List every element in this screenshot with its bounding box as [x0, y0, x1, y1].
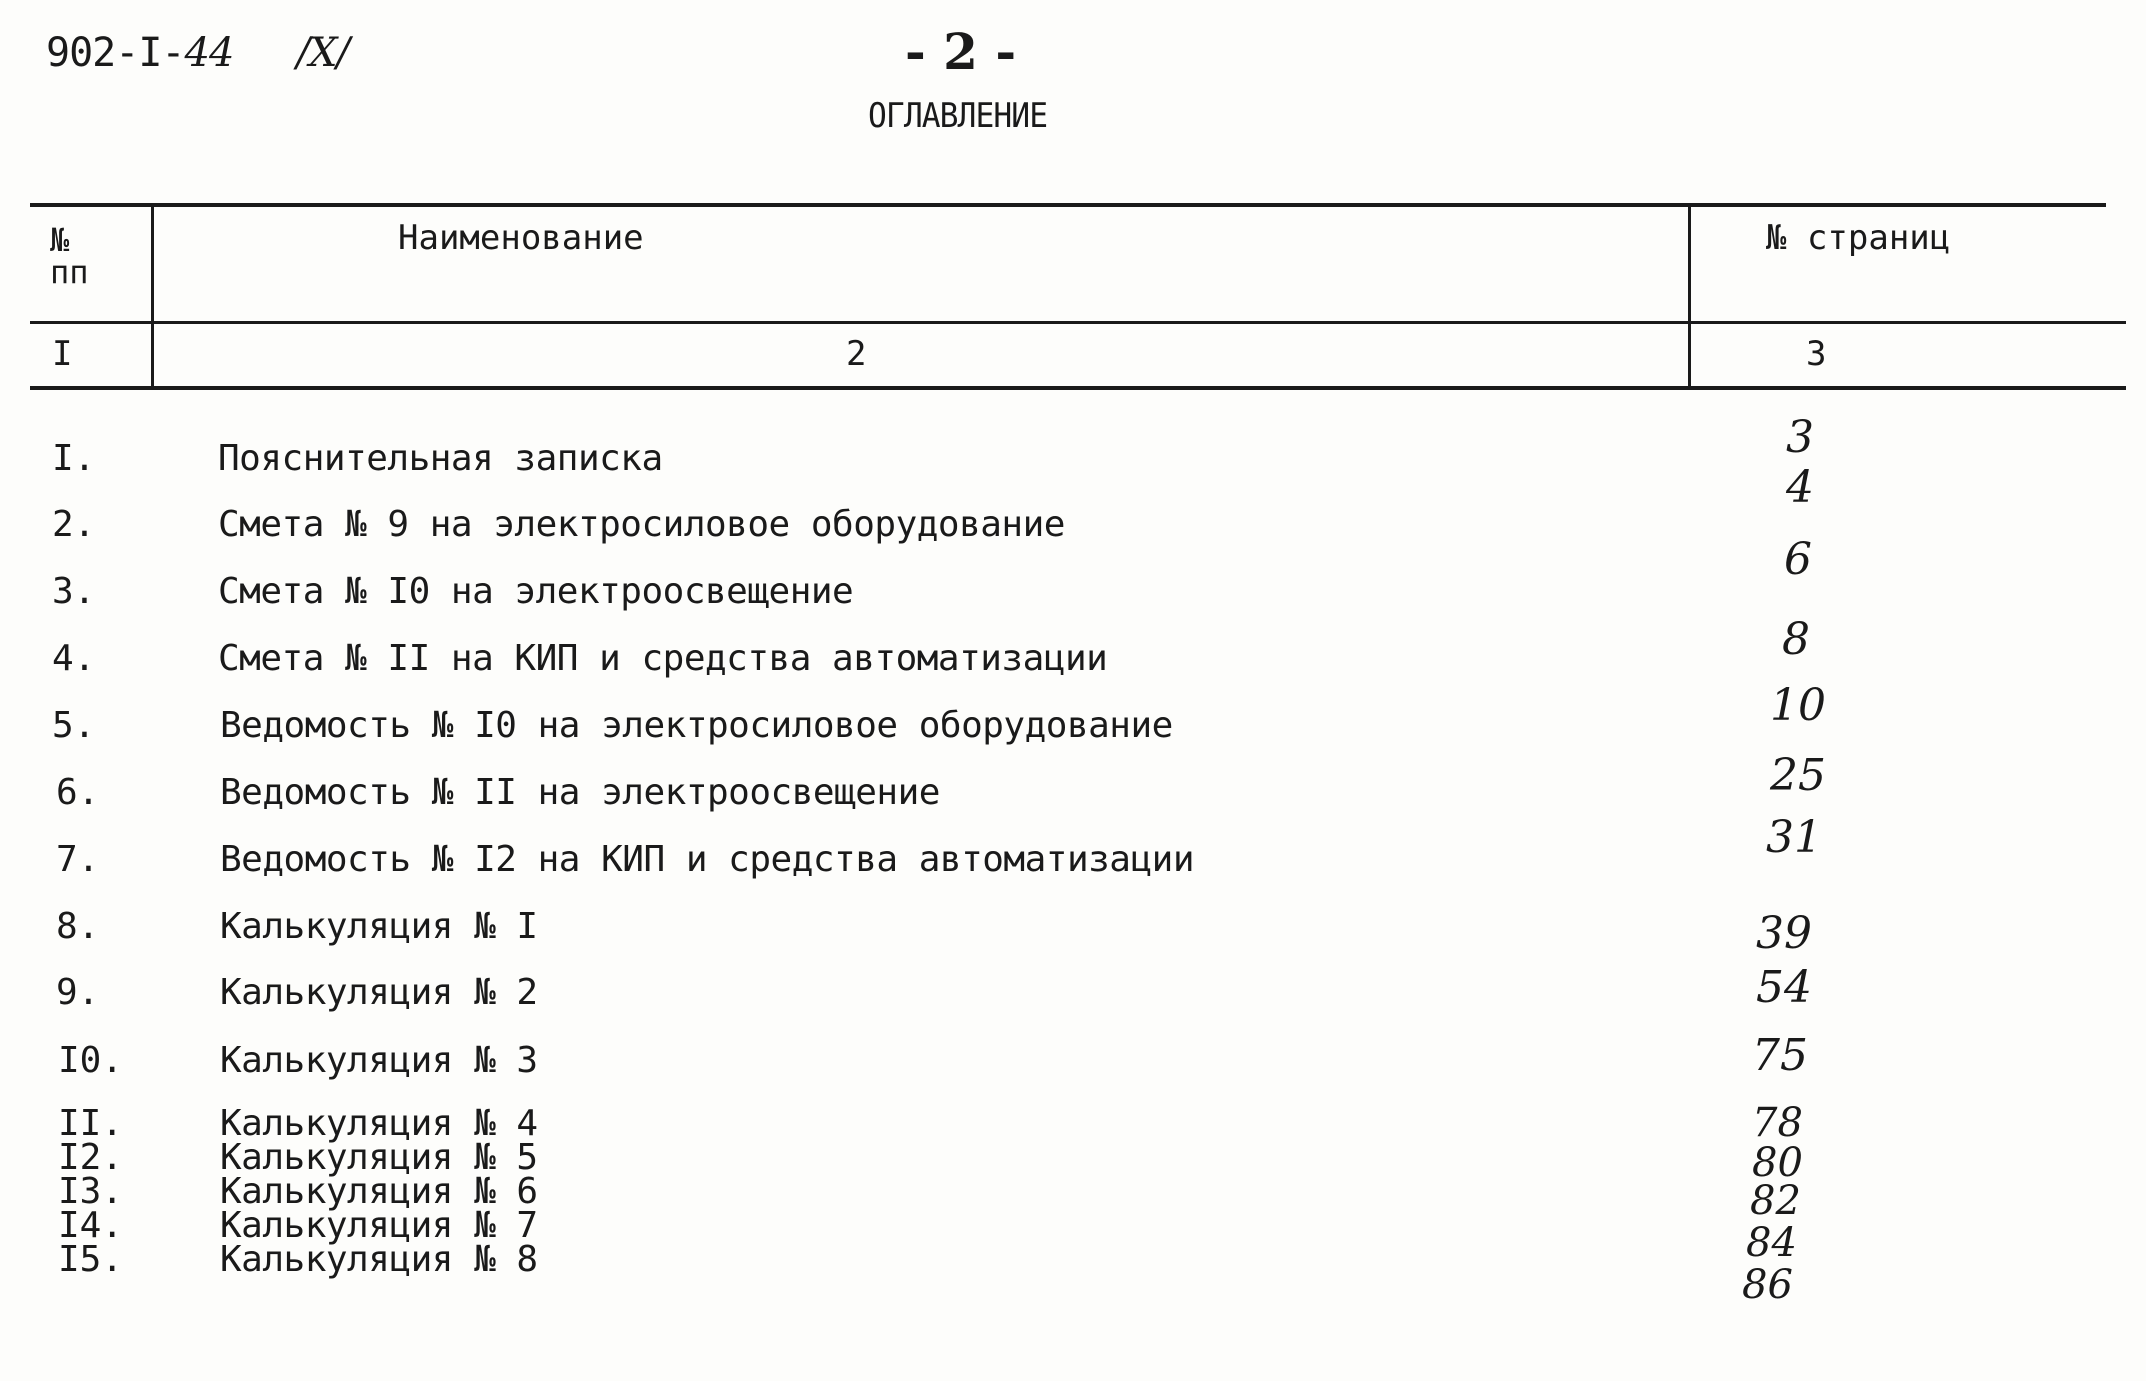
row-title: Калькуляция № 3: [220, 1040, 538, 1081]
row-title: Ведомость № I2 на КИП и средства автоматизации: [220, 839, 1194, 880]
page-number: - 2 -: [905, 22, 1017, 81]
page-title: ОГЛАВЛЕНИЕ: [868, 96, 1048, 136]
row-title: Смета № I0 на электроосвещение: [218, 571, 854, 612]
column-header-pages: № страниц: [1766, 218, 1951, 258]
row-title: Калькуляция № 2: [220, 972, 538, 1013]
row-number: 2.: [52, 504, 96, 545]
table-index-rule: [30, 386, 2126, 390]
row-page-number: 10: [1770, 680, 1826, 731]
row-number: 7.: [56, 839, 100, 880]
row-page-number: 6: [1784, 534, 1812, 585]
row-page-number: 25: [1770, 750, 1826, 801]
row-page-number: 84: [1746, 1220, 1797, 1266]
row-page-number: 86: [1742, 1262, 1793, 1308]
row-title: Калькуляция № 6: [220, 1171, 538, 1212]
column-header-num: [50, 221, 89, 291]
column-index-2: 2: [846, 334, 867, 374]
row-number: 3.: [52, 571, 96, 612]
row-page-number: 54: [1756, 962, 1812, 1013]
row-title: Калькуляция № 7: [220, 1205, 538, 1246]
row-number: I4.: [58, 1205, 124, 1246]
row-number: 4.: [52, 638, 96, 679]
row-page-number: 80: [1752, 1140, 1803, 1186]
row-title: Пояснительная записка: [218, 438, 663, 479]
table-col-divider-2: [1688, 205, 1691, 388]
document-code-handwritten: 44: [184, 30, 234, 76]
row-title: Калькуляция № 8: [220, 1239, 538, 1280]
row-number: I2.: [58, 1137, 124, 1178]
row-page-number: 8: [1782, 614, 1810, 665]
row-title: Смета № 9 на электросиловое оборудование: [218, 504, 1065, 545]
row-title: Калькуляция № I: [220, 906, 538, 947]
row-title: Калькуляция № 4: [220, 1103, 538, 1144]
column-header-num-line2: пп: [50, 253, 89, 291]
row-number: II.: [58, 1103, 124, 1144]
row-number: I3.: [58, 1171, 124, 1212]
column-index-1: I: [52, 334, 73, 374]
row-page-number: 75: [1752, 1030, 1808, 1081]
row-number: I0.: [58, 1040, 124, 1081]
table-col-divider-1: [151, 205, 154, 388]
row-page-number: 31: [1766, 812, 1822, 863]
document-code: [46, 30, 349, 76]
table-header-rule: [30, 321, 2126, 324]
row-page-number: 78: [1752, 1100, 1803, 1146]
row-number: 5.: [52, 705, 96, 746]
row-title: Калькуляция № 5: [220, 1137, 538, 1178]
column-index-3: 3: [1806, 334, 1827, 374]
row-number: 8.: [56, 906, 100, 947]
row-number: 9.: [56, 972, 100, 1013]
row-page-number: 39: [1756, 908, 1812, 959]
row-title: Смета № II на КИП и средства автоматизации: [218, 638, 1108, 679]
row-number: 6.: [56, 772, 100, 813]
document-suffix: /X/: [296, 30, 349, 76]
row-title: Ведомость № I0 на электросиловое оборудование: [220, 705, 1173, 746]
table-top-rule: [30, 203, 2106, 207]
row-page-number: 82: [1750, 1178, 1801, 1224]
row-number: I5.: [58, 1239, 124, 1280]
column-header-name: Наименование: [398, 218, 644, 258]
row-page-number: 4: [1786, 462, 1814, 513]
document-code-prefix: 902-I-: [46, 30, 185, 76]
row-page-number: 3: [1786, 412, 1814, 463]
row-title: Ведомость № II на электроосвещение: [220, 772, 940, 813]
column-header-num-line1: №: [50, 221, 70, 259]
row-number: I.: [52, 438, 96, 479]
